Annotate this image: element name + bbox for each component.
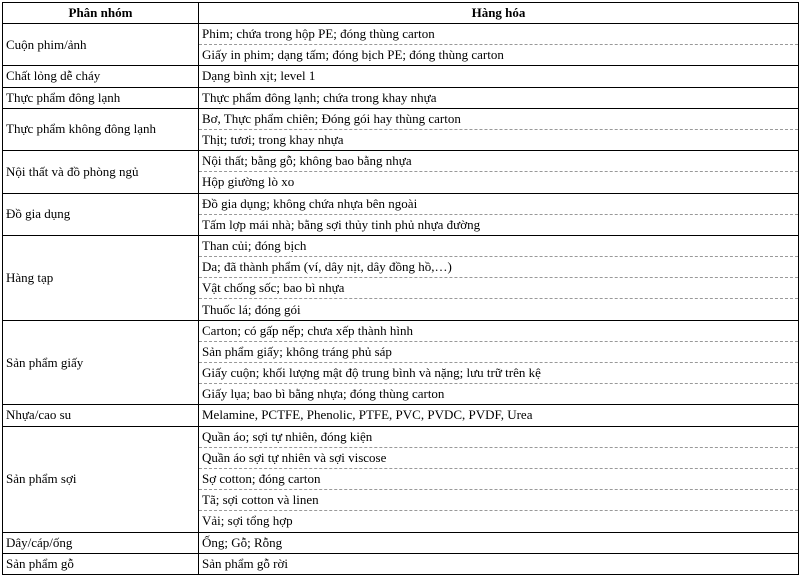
goods-item-cell: Giấy in phim; dạng tấm; đóng bịch PE; đóng thùng carton bbox=[199, 45, 799, 66]
table-row bbox=[3, 151, 799, 172]
goods-item-cell: Vải; sợi tổng hợp bbox=[199, 511, 799, 532]
goods-item-cell: Phim; chứa trong hộp PE; đóng thùng carton bbox=[199, 24, 799, 45]
group-cell: Dây/cáp/ống bbox=[3, 532, 199, 553]
group-cell: Sản phẩm giấy bbox=[3, 320, 199, 405]
goods-item-cell: Melamine, PCTFE, Phenolic, PTFE, PVC, PVDC, PVDF, Urea bbox=[199, 405, 799, 426]
table-row bbox=[3, 66, 799, 87]
table-body bbox=[3, 24, 799, 575]
goods-item-cell: Hộp giường lò xo bbox=[199, 172, 799, 193]
table-row bbox=[3, 532, 799, 553]
goods-item-cell: Giấy cuộn; khối lượng mật độ trung bình và nặng; lưu trữ trên kệ bbox=[199, 363, 799, 384]
header-row bbox=[3, 3, 799, 24]
group-cell: Nội thất và đồ phòng ngủ bbox=[3, 151, 199, 193]
goods-item-cell: Sản phẩm giấy; không tráng phủ sáp bbox=[199, 341, 799, 362]
group-cell: Sản phẩm gỗ bbox=[3, 553, 199, 574]
goods-item-cell: Thực phẩm đông lạnh; chứa trong khay nhựa bbox=[199, 87, 799, 108]
goods-item-cell: Quần áo sợi tự nhiên và sợi viscose bbox=[199, 447, 799, 468]
group-cell: Thực phẩm không đông lạnh bbox=[3, 108, 199, 150]
table-row bbox=[3, 553, 799, 574]
goods-item-cell: Quần áo; sợi tự nhiên, đóng kiện bbox=[199, 426, 799, 447]
goods-classification-table bbox=[2, 2, 799, 575]
group-column-header: Phân nhóm bbox=[3, 3, 199, 24]
goods-item-cell: Bơ, Thực phẩm chiên; Đóng gói hay thùng carton bbox=[199, 108, 799, 129]
goods-item-cell: Ống; Gỗ; Rỗng bbox=[199, 532, 799, 553]
goods-item-cell: Tã; sợi cotton và linen bbox=[199, 490, 799, 511]
group-cell: Nhựa/cao su bbox=[3, 405, 199, 426]
goods-item-cell: Giấy lụa; bao bì bằng nhựa; đóng thùng carton bbox=[199, 384, 799, 405]
goods-item-cell: Sản phẩm gỗ rời bbox=[199, 553, 799, 574]
table-row bbox=[3, 193, 799, 214]
goods-item-cell: Đồ gia dụng; không chứa nhựa bên ngoài bbox=[199, 193, 799, 214]
goods-item-cell: Thịt; tươi; trong khay nhựa bbox=[199, 129, 799, 150]
table-row bbox=[3, 108, 799, 129]
goods-item-cell: Sợ cotton; đóng carton bbox=[199, 468, 799, 489]
table-row bbox=[3, 426, 799, 447]
table-row bbox=[3, 87, 799, 108]
group-cell: Cuộn phim/ảnh bbox=[3, 24, 199, 66]
goods-item-cell: Da; đã thành phẩm (ví, dây nịt, dây đồng hồ,…) bbox=[199, 257, 799, 278]
goods-item-cell: Tấm lợp mái nhà; bằng sợi thủy tinh phủ nhựa đường bbox=[199, 214, 799, 235]
group-cell: Đồ gia dụng bbox=[3, 193, 199, 235]
goods-item-cell: Than củi; đóng bịch bbox=[199, 235, 799, 256]
table-row bbox=[3, 405, 799, 426]
goods-item-cell: Nội thất; bằng gỗ; không bao bằng nhựa bbox=[199, 151, 799, 172]
goods-item-cell: Thuốc lá; đóng gói bbox=[199, 299, 799, 320]
goods-item-cell: Dạng bình xịt; level 1 bbox=[199, 66, 799, 87]
goods-column-header: Hàng hóa bbox=[199, 3, 799, 24]
table-row bbox=[3, 24, 799, 45]
group-cell: Sản phẩm sợi bbox=[3, 426, 199, 532]
table-row bbox=[3, 235, 799, 256]
group-cell: Chất lỏng dễ cháy bbox=[3, 66, 199, 87]
goods-item-cell: Carton; có gấp nếp; chưa xếp thành hình bbox=[199, 320, 799, 341]
goods-item-cell: Vật chống sốc; bao bì nhựa bbox=[199, 278, 799, 299]
group-cell: Hàng tạp bbox=[3, 235, 199, 320]
table-row bbox=[3, 320, 799, 341]
group-cell: Thực phẩm đông lạnh bbox=[3, 87, 199, 108]
